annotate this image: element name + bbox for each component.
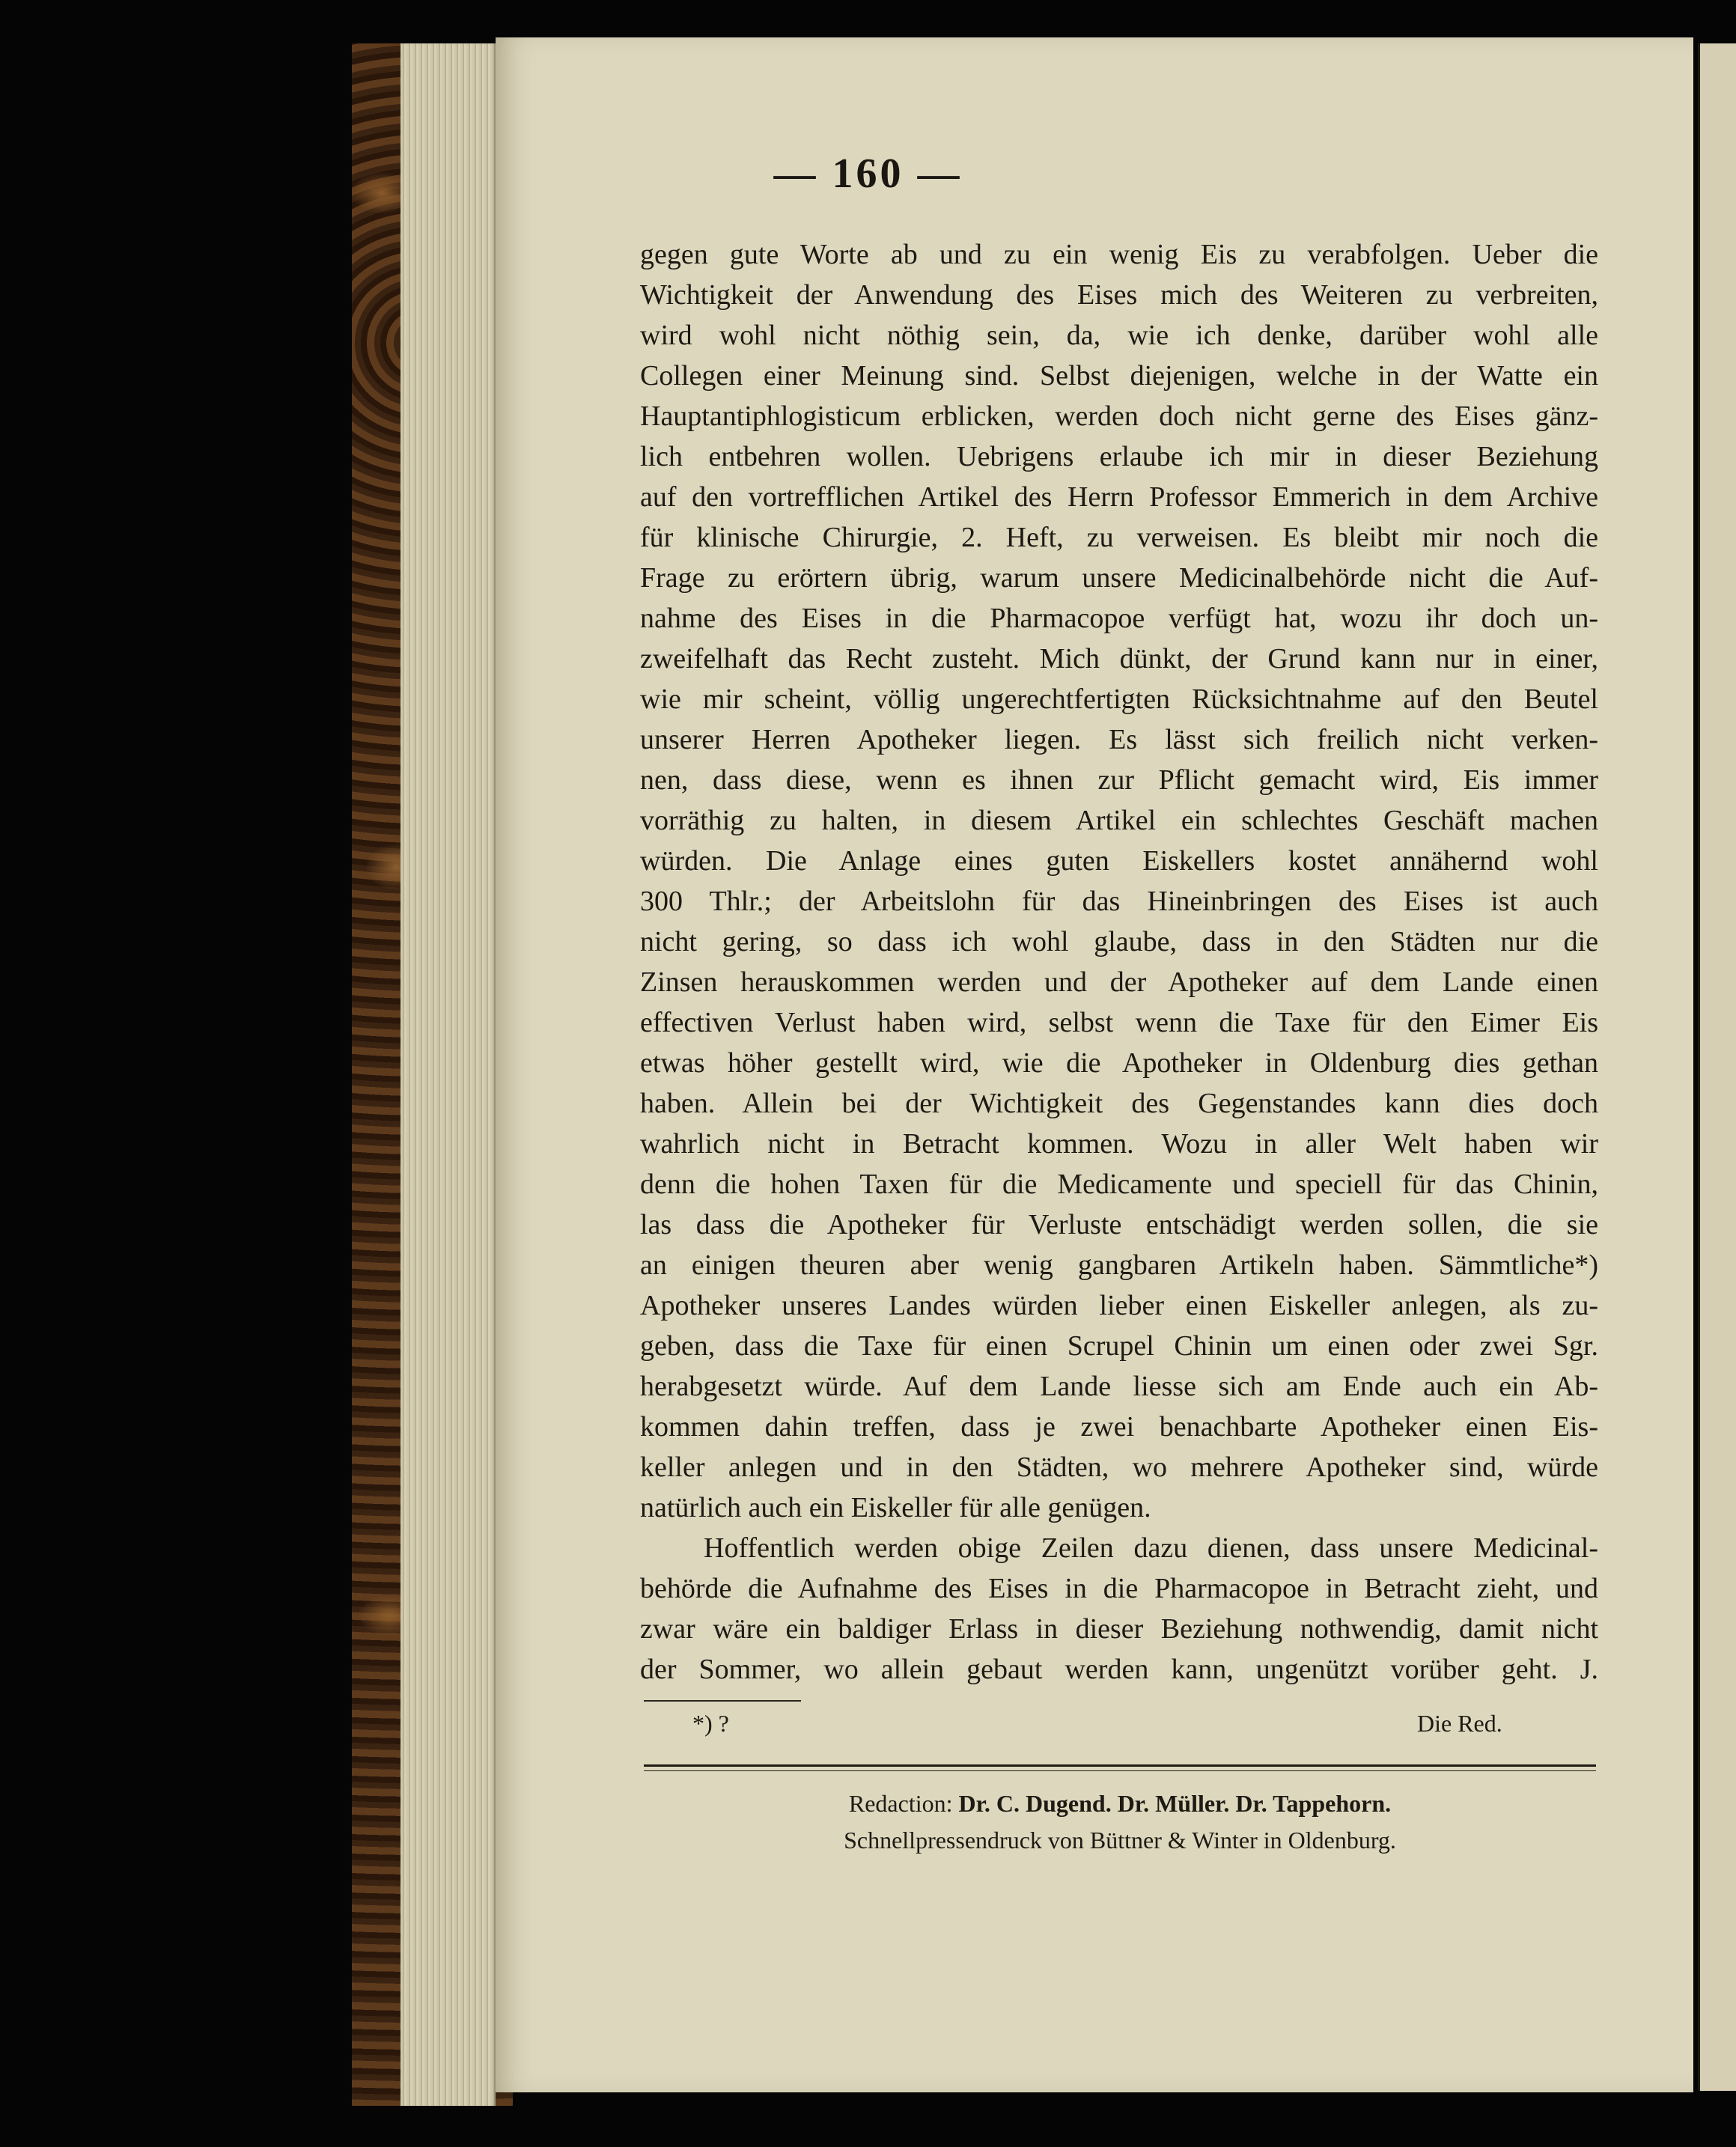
imprint-editors-line <box>644 1788 1596 1818</box>
text-line: nicht gering, so dass ich wohl glaube, dass in den Städten nur die <box>640 926 1598 957</box>
text-line: kommen dahin treffen, dass je zwei benachbarte Apotheker einen Eis- <box>640 1411 1598 1443</box>
text-line: herabgesetzt würde. Auf dem Lande liesse sich am Ende auch ein Ab- <box>640 1371 1598 1402</box>
body-text <box>640 234 1598 1690</box>
text-line: keller anlegen und in den Städten, wo mehrere Apotheker sind, würde <box>640 1452 1598 1483</box>
imprint-label: Redaction: <box>848 1790 953 1817</box>
text-line: unserer Herren Apotheker liegen. Es lässt sich freilich nicht verken- <box>640 724 1598 755</box>
text-line: nen, dass diese, wenn es ihnen zur Pflicht gemacht wird, Eis immer <box>640 764 1598 796</box>
text-line: der Sommer, wo allein gebaut werden kann, ungenützt vorüber geht. J. <box>640 1654 1598 1685</box>
text-line: gegen gute Worte ab und zu ein wenig Eis zu verabfolgen. Ueber die <box>640 239 1598 270</box>
page-stack-edges <box>401 43 496 2106</box>
text-line: lich entbehren wollen. Uebrigens erlaube ich mir in dieser Beziehung <box>640 441 1598 472</box>
footnote-rule <box>644 1700 801 1702</box>
text-line: zweifelhaft das Recht zusteht. Mich dünkt, der Grund kann nur in einer, <box>640 643 1598 674</box>
text-line: effectiven Verlust haben wird, selbst wenn die Taxe für den Eimer Eis <box>640 1007 1598 1038</box>
footnote-mark: *) ? <box>692 1710 729 1737</box>
text-line: vorräthig zu halten, in diesem Artikel ein schlechtes Geschäft machen <box>640 805 1598 836</box>
text-line: denn die hohen Taxen für die Medicamente und speciell für das Chinin, <box>640 1169 1598 1200</box>
text-line: geben, dass die Taxe für einen Scrupel Chinin um einen oder zwei Sgr. <box>640 1330 1598 1362</box>
next-page-edge <box>1698 43 1736 2091</box>
text-line: nahme des Eises in die Pharmacopoe verfügt hat, wozu ihr doch un- <box>640 603 1598 634</box>
imprint-printer: Schnellpressendruck von Büttner & Winter in Oldenburg. <box>844 1827 1396 1854</box>
text-line: würden. Die Anlage eines guten Eiskellers kostet annähernd wohl <box>640 845 1598 877</box>
text-line: las dass die Apotheker für Verluste entschädigt werden sollen, die sie <box>640 1209 1598 1240</box>
text-line: wird wohl nicht nöthig sein, da, wie ich denke, darüber wohl alle <box>640 320 1598 351</box>
text-line: Wichtigkeit der Anwendung des Eises mich des Weiteren zu verbreiten, <box>640 279 1598 311</box>
text-line: Hauptantiphlogisticum erblicken, werden doch nicht gerne des Eises gänz- <box>640 401 1598 432</box>
page-number: — 160 — <box>773 150 963 197</box>
text-line: etwas höher gestellt wird, wie die Apotheker in Oldenburg dies gethan <box>640 1047 1598 1079</box>
text-line: für klinische Chirurgie, 2. Heft, zu verweisen. Es bleibt mir noch die <box>640 522 1598 553</box>
text-line: Hoffentlich werden obige Zeilen dazu dienen, dass unsere Medicinal- <box>704 1532 1598 1564</box>
imprint-editors: Dr. C. Dugend. Dr. Müller. Dr. Tappehorn. <box>958 1790 1392 1817</box>
text-line: Zinsen herauskommen werden und der Apotheker auf dem Lande einen <box>640 966 1598 998</box>
text-line: Apotheker unseres Landes würden lieber einen Eiskeller anlegen, als zu- <box>640 1290 1598 1321</box>
text-line: zwar wäre ein baldiger Erlass in dieser Beziehung nothwendig, damit nicht <box>640 1613 1598 1645</box>
text-line: behörde die Aufnahme des Eises in die Pharmacopoe in Betracht zieht, und <box>640 1573 1598 1604</box>
text-line: 300 Thlr.; der Arbeitslohn für das Hineinbringen des Eises ist auch <box>640 886 1598 917</box>
text-line: wie mir scheint, völlig ungerechtfertigten Rücksichtnahme auf den Beutel <box>640 683 1598 715</box>
text-line: auf den vortrefflichen Artikel des Herrn Professor Emmerich in dem Archive <box>640 481 1598 513</box>
text-line: haben. Allein bei der Wichtigkeit des Gegenstandes kann dies doch <box>640 1088 1598 1119</box>
text-line: Frage zu erörtern übrig, warum unsere Medicinalbehörde nicht die Auf- <box>640 562 1598 594</box>
text-line: Collegen einer Meinung sind. Selbst diejenigen, welche in der Watte ein <box>640 360 1598 392</box>
footnote-signature: Die Red. <box>1417 1710 1502 1737</box>
text-line: wahrlich nicht in Betracht kommen. Wozu in aller Welt haben wir <box>640 1128 1598 1160</box>
text-line: natürlich auch ein Eiskeller für alle genügen. <box>640 1492 1151 1523</box>
imprint-separator <box>644 1764 1596 1771</box>
text-line: an einigen theuren aber wenig gangbaren Artikeln haben. Sämmtliche*) <box>640 1249 1598 1281</box>
